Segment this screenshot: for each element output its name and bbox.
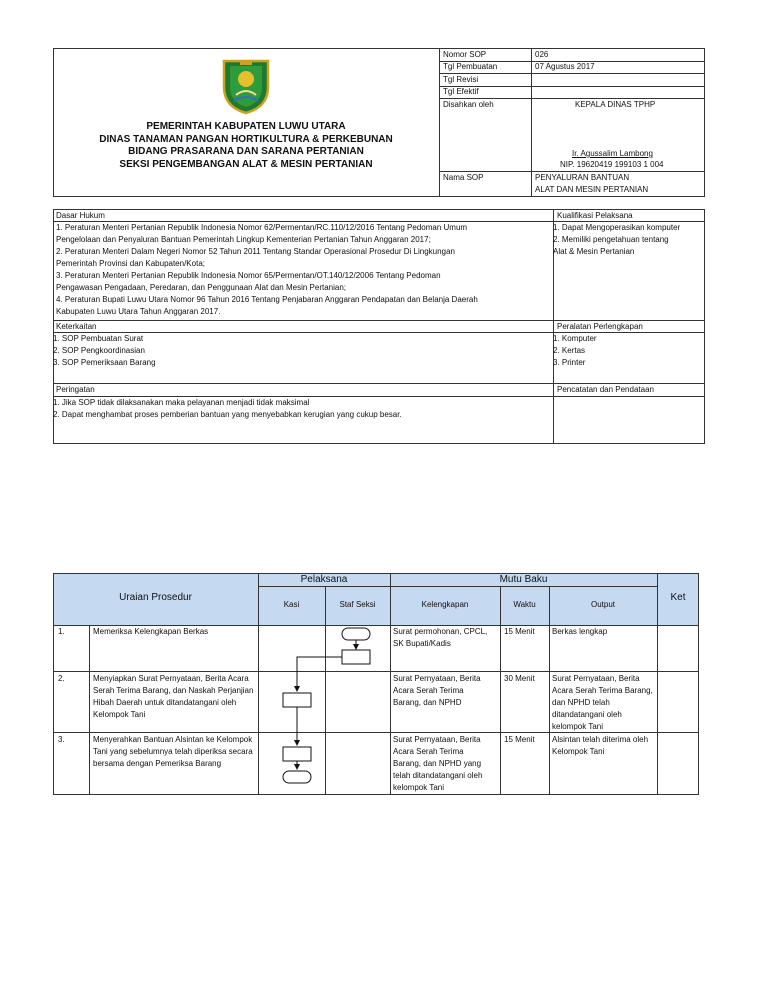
tgl-pembuatan-label: Tgl Pembuatan [443,62,498,71]
dasar-hukum-line: Pengawasan Pengadaan, Peredaran, dan Penggunaan Alat dan Mesin Pertanian; [56,283,346,292]
keterkaitan-line: 3. SOP Pemeriksaan Barang [53,358,156,367]
row-1-kelengkapan: Surat permohonan, CPCL, SK Bupati/Kadis [393,627,488,648]
row-2-no: 2. [58,674,65,683]
peringatan-line: 2. Dapat menghambat proses pemberian bantuan yang menyebabkan kerugian yang cukup besar. [53,410,402,419]
flow-end-terminator [283,771,311,783]
row-2-uraian: Menyiapkan Surat Pernyataan, Berita Acara Serah Terima Barang, dan Naskah Perjanjian Hibah Daerah untuk ditandatangani oleh Kelompok Tani [93,674,254,719]
header-staf: Staf Seksi [339,600,376,609]
org-line-4: SEKSI PENGEMBANGAN ALAT & MESIN PERTANIAN [119,158,373,170]
flow-start-terminator [342,628,370,640]
keterkaitan-label: Keterkaitan [56,322,97,331]
peralatan-list [553,333,597,369]
flowchart [258,625,390,795]
dasar-hukum-list [56,222,478,318]
row-2-output: Surat Pernyataan, Berita Acara Serah Terima Barang, dan NPHD telah ditandatangani oleh kelompok Tani [552,674,653,731]
nama-sop-line-2: ALAT DAN MESIN PERTANIAN [535,185,649,194]
dasar-hukum-label: Dasar Hukum [56,211,105,220]
dasar-hukum-line: 3. Peraturan Menteri Pertanian Republik Indonesia Nomor 65/Permentan/OT.140/12/2006 Tentang Pedoman [56,271,441,280]
keterkaitan-line: 2. SOP Pengkoordinasian [53,346,145,355]
dasar-hukum-line: 4. Peraturan Bupati Luwu Utara Nomor 96 Tahun 2016 Tentang Penjabaran Anggaran Pendapatan dan Belanja Daerah [56,295,478,304]
dasar-hukum-line: Pengelolaan dan Penyaluran Bantuan Pemerintah Lingkup Kementerian Pertanian Tahun Anggaran 2017; [56,235,431,244]
org-line-2: DINAS TANAMAN PANGAN HORTIKULTURA & PERKEBUNAN [99,133,393,145]
row-1-no: 1. [58,627,65,636]
row-1-uraian: Memeriksa Kelengkapan Berkas [93,627,209,636]
nama-sop-label: Nama SOP [443,173,484,182]
header-kasi: Kasi [283,600,300,609]
peringatan-list [53,397,402,421]
kualifikasi-line: 2. Memiliki pengetahuan tentang [553,235,669,244]
row-3-uraian: Menyerahkan Bantuan Alsintan ke Kelompok Tani yang sebelumnya telah diperiksa secara bersama dengan Pemeriksa Barang [93,735,253,768]
regency-logo [220,57,272,115]
row-3-waktu: 15 Menit [504,735,535,744]
disahkan-title: KEPALA DINAS TPHP [575,100,656,109]
kualifikasi-list [553,222,680,258]
flow-step-1-process [342,650,370,664]
signer-name: Ir. Agussalim Lambong [572,149,653,158]
row-3-kelengkapan: Surat Pernyataan, Berita Acara Serah Terima Barang, dan NPHD yang telah ditandatangani oleh kelompok Tani [393,735,483,792]
org-line-3: BIDANG PRASARANA DAN SARANA PERTANIAN [128,146,364,157]
header-uraian: Uraian Prosedur [119,592,192,603]
row-1-waktu: 15 Menit [504,627,535,636]
flow-step-2-process [283,693,311,707]
header-output: Output [590,600,615,609]
keterkaitan-line: 1. SOP Pembuatan Surat [53,334,144,343]
nama-sop-line-1: PENYALURAN BANTUAN [535,173,630,182]
header-pelaksana: Pelaksana [300,574,348,585]
dasar-hukum-line: Pemerintah Provinsi dan Kabupaten/Kota; [56,259,205,268]
header-ket: Ket [670,592,686,603]
row-2-kelengkapan: Surat Pernyataan, Berita Acara Serah Terima Barang, dan NPHD [393,674,481,707]
header-waktu: Waktu [513,600,536,609]
row-3-output: Alsintan telah diterima oleh Kelompok Tani [552,735,649,756]
peralatan-line: 1. Komputer [553,334,597,343]
tgl-efektif-label: Tgl Efektif [443,87,479,96]
kualifikasi-line: Alat & Mesin Pertanian [553,247,635,256]
nomor-sop-label: Nomor SOP [443,50,487,59]
dasar-hukum-line: 2. Peraturan Menteri Dalam Negeri Nomor 52 Tahun 2011 Tentang Standar Operasional Prosedur Di Lingkungan [56,247,455,256]
header-mutu-baku: Mutu Baku [499,574,548,585]
kualifikasi-line: 1. Dapat Mengoperasikan komputer [553,223,681,232]
tgl-revisi-label: Tgl Revisi [443,75,479,84]
header-kelengkapan: Kelengkapan [421,600,469,609]
disahkan-label: Disahkan oleh [443,100,494,109]
peralatan-line: 3. Printer [553,358,586,367]
row-3-no: 3. [58,735,65,744]
kualifikasi-label: Kualifikasi Pelaksana [557,211,633,220]
row-2-waktu: 30 Menit [504,674,535,683]
peralatan-line: 2. Kertas [553,346,586,355]
tgl-pembuatan-value: 07 Agustus 2017 [535,62,595,71]
nomor-sop-value: 026 [535,50,549,59]
dasar-hukum-line: 1. Peraturan Menteri Pertanian Republik Indonesia Nomor 62/Permentan/RC.110/12/2016 Tentang Pedoman Umum [56,223,468,232]
keterkaitan-list [53,333,156,369]
peringatan-label: Peringatan [56,385,95,394]
dasar-hukum-line: Kabupaten Luwu Utara Tahun Anggaran 2017. [56,307,221,316]
peringatan-line: 1. Jika SOP tidak dilaksanakan maka pelayanan menjadi tidak maksimal [53,398,310,407]
pencatatan-label: Pencatatan dan Pendataan [557,385,654,394]
signer-nip: NIP. 19620419 199103 1 004 [560,160,664,169]
flow-step-3-process [283,747,311,761]
row-1-output: Berkas lengkap [552,627,608,636]
org-line-1: PEMERINTAH KABUPATEN LUWU UTARA [146,121,346,132]
peralatan-label: Peralatan Perlengkapan [557,322,643,331]
